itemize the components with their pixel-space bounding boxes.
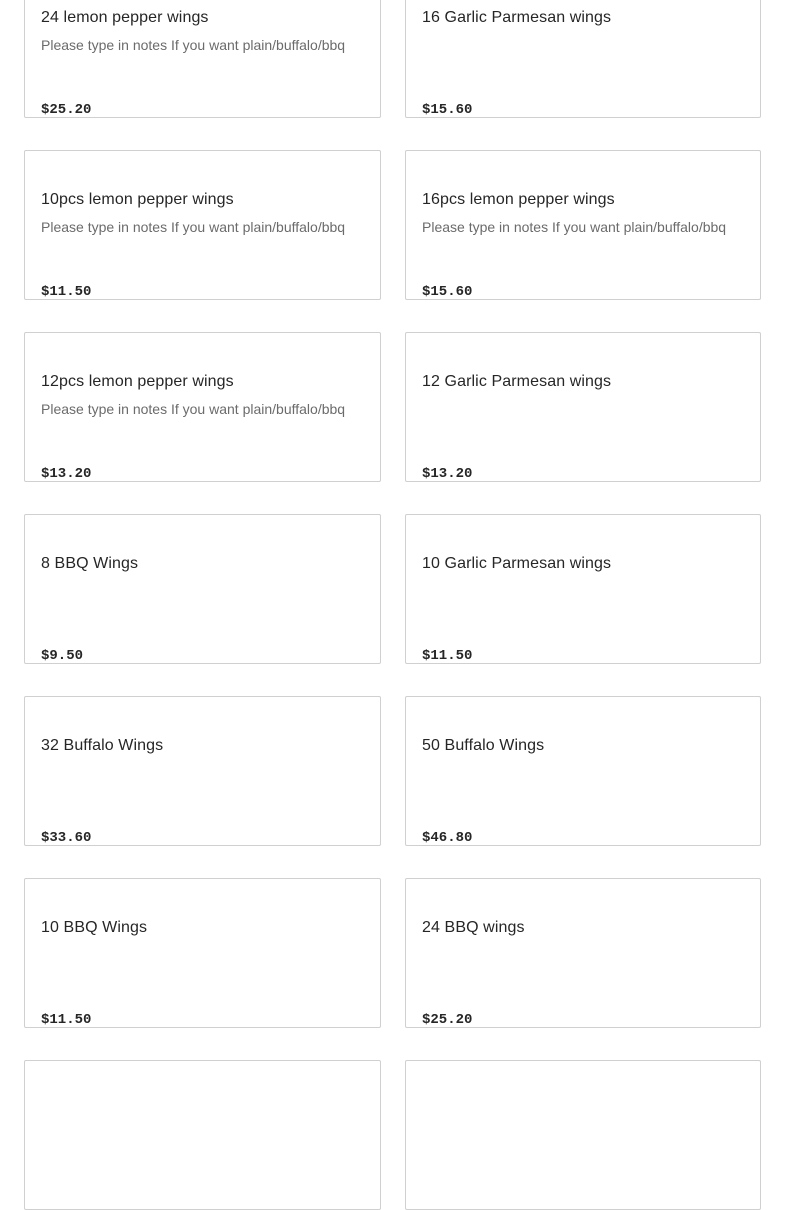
menu-item-name: 10 BBQ Wings <box>41 919 148 936</box>
menu-item-price: $33.60 <box>41 830 92 846</box>
menu-item-card[interactable] <box>405 0 761 118</box>
menu-item-price: $15.60 <box>422 284 473 300</box>
menu-item-price: $9.50 <box>41 648 84 664</box>
menu-item-description: Please type in notes If you want plain/buffalo/bbq <box>41 219 346 235</box>
menu-item-card[interactable] <box>24 0 381 118</box>
menu-item-name: 10pcs lemon pepper wings <box>41 191 234 208</box>
menu-item-name: 12pcs lemon pepper wings <box>41 373 234 390</box>
menu-item-price: $13.20 <box>41 466 92 482</box>
menu-item-name: 24 lemon pepper wings <box>41 9 209 26</box>
menu-item-name: 16 Garlic Parmesan wings <box>422 9 612 26</box>
menu-item-name: 50 Buffalo Wings <box>422 737 545 754</box>
menu-item-description: Please type in notes If you want plain/buffalo/bbq <box>41 401 346 417</box>
menu-item-name: 8 BBQ Wings <box>41 555 139 572</box>
menu-item-price: $25.20 <box>41 102 92 118</box>
menu-item-card[interactable] <box>405 514 761 664</box>
menu-item-card[interactable] <box>405 878 761 1028</box>
menu-item-name: 10 Garlic Parmesan wings <box>422 555 612 572</box>
menu-items-grid <box>24 0 761 1210</box>
menu-item-price: $11.50 <box>41 284 92 300</box>
menu-item-price: $25.20 <box>422 1012 473 1028</box>
menu-item-card[interactable] <box>405 332 761 482</box>
menu-item-card[interactable] <box>24 696 381 846</box>
menu-item-description: Please type in notes If you want plain/buffalo/bbq <box>41 37 346 53</box>
menu-item-card[interactable] <box>24 878 381 1028</box>
menu-item-price: $15.60 <box>422 102 473 118</box>
menu-item-price: $13.20 <box>422 466 473 482</box>
menu-item-card-partial[interactable] <box>405 1060 761 1210</box>
menu-item-card[interactable] <box>24 514 381 664</box>
menu-item-name: 12 Garlic Parmesan wings <box>422 373 612 390</box>
menu-item-card[interactable] <box>405 696 761 846</box>
menu-item-description: Please type in notes If you want plain/buffalo/bbq <box>422 219 727 235</box>
menu-item-card[interactable] <box>24 150 381 300</box>
menu-item-card-partial[interactable] <box>24 1060 381 1210</box>
menu-item-name: 16pcs lemon pepper wings <box>422 191 615 208</box>
menu-item-name: 32 Buffalo Wings <box>41 737 164 754</box>
menu-item-card[interactable] <box>24 332 381 482</box>
menu-item-price: $11.50 <box>41 1012 92 1028</box>
menu-item-name: 24 BBQ wings <box>422 919 525 936</box>
menu-item-price: $46.80 <box>422 830 473 846</box>
menu-item-price: $11.50 <box>422 648 473 664</box>
menu-item-card[interactable] <box>405 150 761 300</box>
